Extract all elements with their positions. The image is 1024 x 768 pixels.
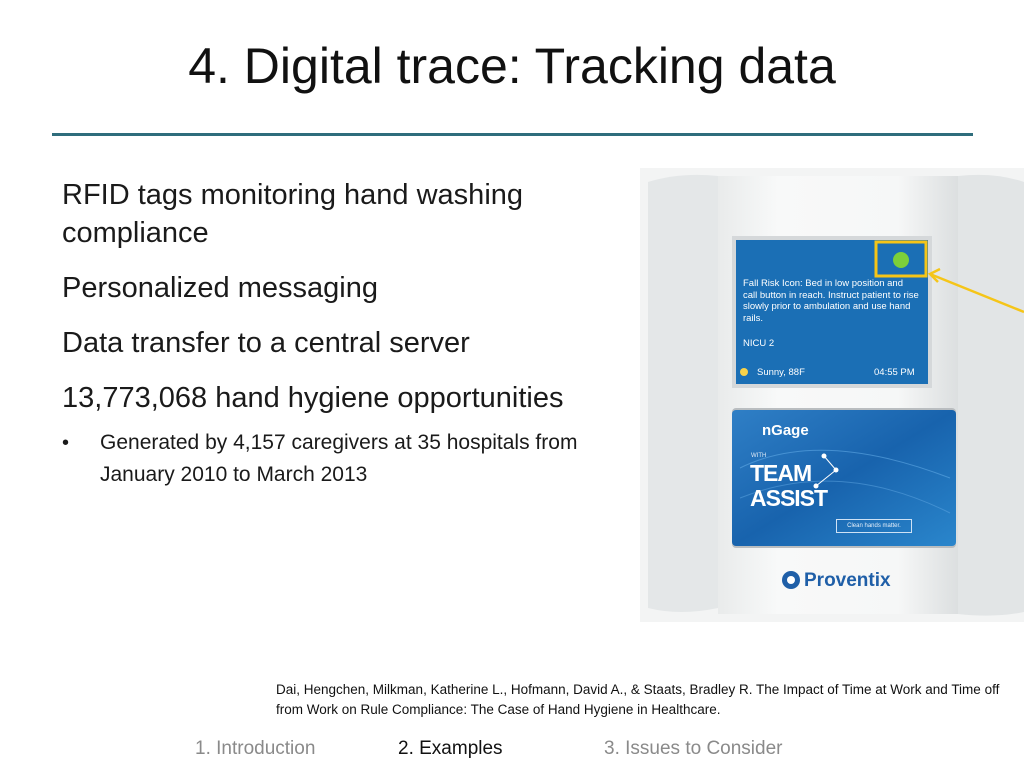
panel-with-label: WITH	[751, 453, 767, 459]
panel-assist-label: ASSIST	[750, 485, 828, 511]
point-opportunities: 13,773,068 hand hygiene opportunities	[62, 382, 564, 414]
nav-introduction[interactable]: 1. Introduction	[195, 738, 316, 759]
device-illustration	[640, 168, 1024, 622]
panel-tagline: Clean hands matter.	[836, 519, 912, 533]
slide-body	[62, 176, 637, 491]
point-data-transfer: Data transfer to a central server	[62, 327, 470, 359]
bullet-dot-icon: •	[62, 432, 70, 454]
title-divider	[52, 133, 973, 136]
device-photo	[640, 168, 1024, 622]
ngage-logo: nGage	[762, 422, 809, 439]
screen-message: Fall Risk Icon: Bed in low position and call button in reach. Instruct patient to rise slowly prior to ambulation and use hand rails.	[743, 278, 919, 324]
nav-examples[interactable]: 2. Examples	[398, 738, 503, 759]
screen-time: 04:55 PM	[874, 367, 915, 378]
nav-issues[interactable]: 3. Issues to Consider	[604, 738, 783, 759]
slide-title: 4. Digital trace: Tracking data	[188, 38, 836, 94]
citation: Dai, Hengchen, Milkman, Katherine L., Hofmann, David A., & Staats, Bradley R. The Impact of Time at Work and Time off from Work on Rule Compliance: The Case of Hand Hygiene in Healthcare.	[276, 682, 1000, 717]
status-indicator-light	[893, 252, 909, 268]
panel-team-label: TEAM	[750, 460, 812, 486]
screen-unit-label: NICU 2	[743, 338, 775, 349]
point-messaging: Personalized messaging	[62, 272, 378, 304]
sun-icon	[740, 368, 748, 376]
sub-bullet-text: Generated by 4,157 caregivers at 35 hospitals from January 2010 to March 2013	[100, 431, 578, 486]
point-rfid: RFID tags monitoring hand washing compliance	[62, 179, 524, 249]
proventix-brand: Proventix	[804, 570, 891, 591]
screen-weather: Sunny, 88F	[757, 367, 805, 378]
sub-bullet	[62, 427, 637, 491]
section-nav	[0, 734, 1024, 764]
